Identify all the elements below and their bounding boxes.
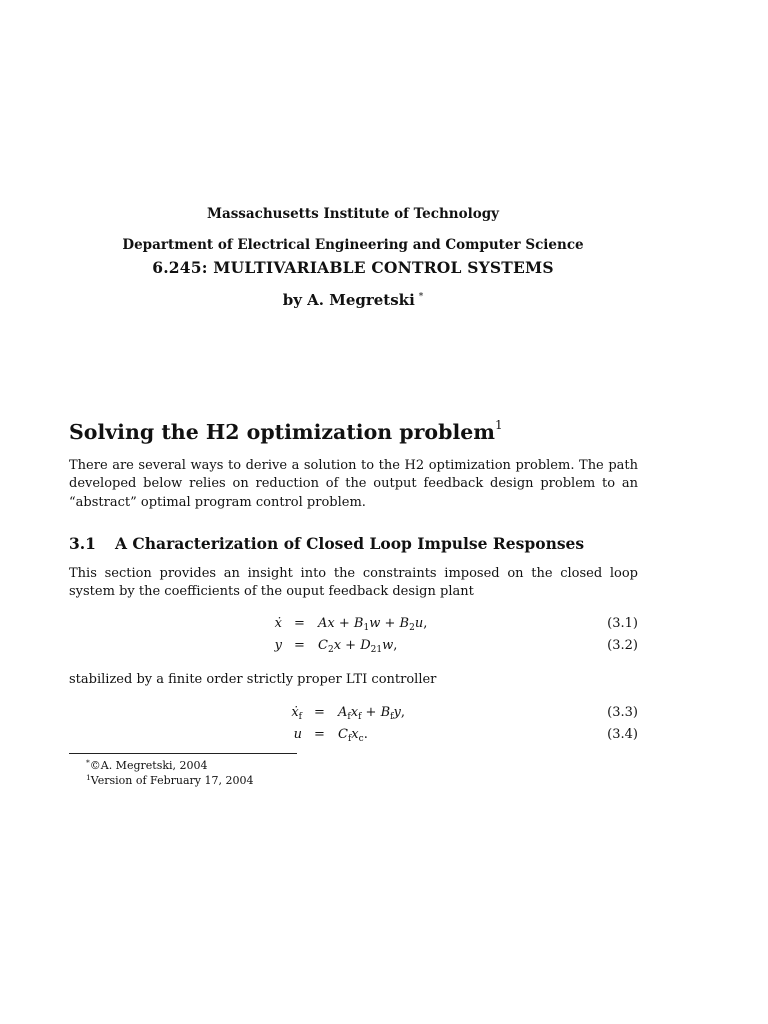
section-intro-paragraph: This section provides an insight into the constraints imposed on the closed loop system by the coefficients of the ouput feedback design plant xyxy=(69,566,638,600)
author-footnote-mark: * xyxy=(418,292,424,302)
author-name: by A. Megretski xyxy=(282,291,415,309)
equation-rhs: $A_fx_f + B_fy$, xyxy=(338,705,405,722)
equation-3-4 xyxy=(0,727,768,747)
equation-equals: = xyxy=(314,705,325,720)
equation-equals: = xyxy=(314,727,325,742)
equation-number: (3.3) xyxy=(607,705,638,720)
stabilized-paragraph: stabilized by a finite order strictly proper LTI controller xyxy=(69,672,437,687)
subscript: 1 xyxy=(363,623,370,633)
footnote-version xyxy=(86,771,253,788)
equation-rhs: $Ax + B_1w + B_2u$, xyxy=(318,616,428,633)
section-heading xyxy=(69,534,584,553)
intro-paragraph: There are several ways to derive a solution to the H2 optimization problem. The path developed below relies on reduction of the output feedback design problem to an “abstract” optimal program control problem. xyxy=(69,458,638,510)
subscript: c xyxy=(358,734,364,744)
section-title: A Characterization of Closed Loop Impulse Responses xyxy=(115,534,585,553)
course-title: 6.245: MULTIVARIABLE CONTROL SYSTEMS xyxy=(152,258,554,277)
footnote-mark: * xyxy=(86,758,90,767)
subscript: 2 xyxy=(409,623,415,633)
chapter-title xyxy=(69,418,503,444)
subscript: f xyxy=(347,712,351,722)
subscript: f xyxy=(390,712,394,722)
equation-equals: = xyxy=(294,616,305,631)
footnote-divider xyxy=(69,753,297,754)
equation-lhs: u xyxy=(293,727,302,742)
equation-rhs: $C_fx_c$. xyxy=(338,727,368,744)
equation-3-2 xyxy=(0,638,768,658)
equation-3-1 xyxy=(0,616,768,636)
subscript: 21 xyxy=(370,645,383,655)
subscript: 2 xyxy=(327,645,334,655)
subscript: f xyxy=(358,712,362,722)
equation-lhs: ẋ$_f$ xyxy=(291,705,302,722)
equation-number: (3.4) xyxy=(607,727,638,742)
equation-rhs: $C_2x + D_{21}w$, xyxy=(318,638,398,655)
subscript: f xyxy=(347,734,352,744)
subscript: f xyxy=(298,712,302,722)
equation-number: (3.1) xyxy=(607,616,638,631)
department-name: Department of Electrical Engineering and Computer Science xyxy=(122,237,584,253)
equation-3-3 xyxy=(0,705,768,725)
institute-name: Massachusetts Institute of Technology xyxy=(207,206,499,222)
footnote-mark: 1 xyxy=(86,773,91,782)
author-line xyxy=(0,291,706,309)
section-number: 3.1 xyxy=(69,534,96,553)
footnote-text: ©A. Megretski, 2004 xyxy=(89,759,208,772)
equation-equals: = xyxy=(294,638,305,653)
equation-lhs: y xyxy=(274,638,282,653)
equation-number: (3.2) xyxy=(607,638,638,653)
chapter-title-text: Solving the H2 optimization problem xyxy=(69,420,495,444)
footnote-text: Version of February 17, 2004 xyxy=(90,774,254,787)
chapter-footnote-mark: 1 xyxy=(494,418,503,432)
equation-lhs: ẋ xyxy=(274,616,282,631)
